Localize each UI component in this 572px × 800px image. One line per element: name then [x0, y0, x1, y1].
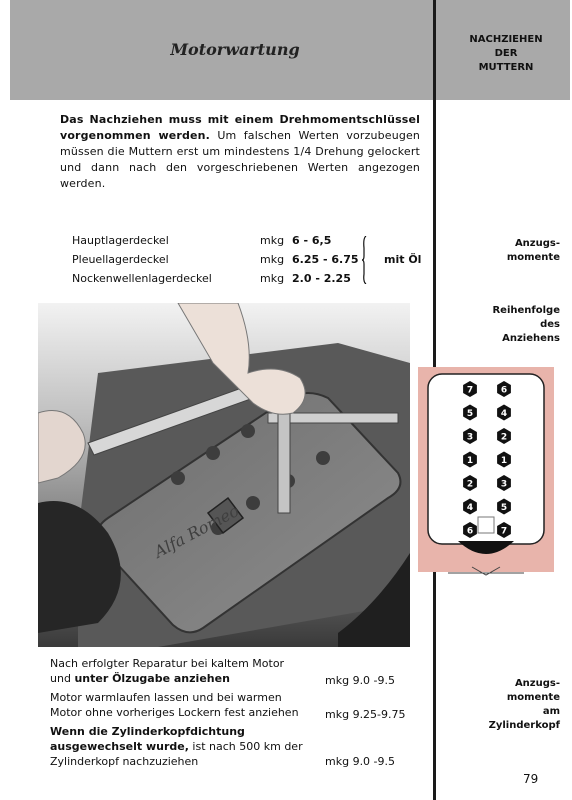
- instruction-1: Nach erfolgter Reparatur bei kaltem Motor und unter Ölzugabe anziehen mkg 9.0 -9.5: [50, 657, 396, 687]
- intro-bold: Das Nachziehen muss mit einem Drehmomentschlüssel vorgenommen werden.: [60, 113, 420, 142]
- intro-paragraph: [60, 112, 420, 192]
- torque-value: 2.0 - 2.25: [292, 272, 351, 285]
- torque-value: 6.25 - 6.75: [292, 253, 359, 266]
- tightening-sequence-diagram: [418, 367, 554, 589]
- nut-order-label: 4: [466, 503, 474, 513]
- nut-order-label: 2: [466, 479, 474, 490]
- torque-name: Nockenwellenlagerdeckel: [72, 272, 212, 285]
- section-heading: NACHZIEHEN DER MUTTERN: [469, 34, 543, 73]
- side-label-zylinderkopf: Anzugs- momente am Zylinderkopf: [488, 678, 560, 731]
- torque-unit: mkg: [260, 253, 285, 266]
- instruction-2-value: mkg 9.25-9.75: [325, 708, 406, 721]
- page-title: Motorwartung: [170, 40, 300, 59]
- instruction-1-value: mkg 9.0 -9.5: [325, 674, 396, 687]
- nut-order-label: 6: [500, 385, 508, 396]
- nut-order-label: 2: [500, 432, 508, 443]
- engine-photo-illustration: [38, 303, 410, 647]
- brace-mark: [362, 236, 368, 284]
- emboss-text: Alfa Romeo: [150, 501, 243, 562]
- with-oil-label: mit Öl: [384, 253, 422, 266]
- nut-order-label: 6: [466, 526, 474, 537]
- torque-value: 6 - 6,5: [292, 234, 332, 247]
- engine-photo: [38, 303, 410, 647]
- torque-name: Pleuellagerdeckel: [72, 253, 169, 266]
- nut-order-label: 7: [466, 385, 474, 396]
- side-label-anzugsmomente: Anzugs- momente: [506, 238, 560, 263]
- nut-order-label: 1: [500, 456, 508, 466]
- nut-order-label: 4: [500, 409, 508, 419]
- spark-gap: [478, 517, 494, 533]
- side-label-reihenfolge: Reihenfolge des Anziehens: [492, 305, 560, 344]
- instruction-3: Wenn die Zylinderkopfdichtung ausgewechselt wurde, ist nach 500 km der Zylinderkopf nachzuziehen mkg 9.0 -9.5: [50, 725, 396, 768]
- nut-order-label: 5: [466, 409, 474, 419]
- nut-order-label: 3: [466, 432, 474, 443]
- torque-name: Hauptlagerdeckel: [72, 234, 169, 247]
- nut-order-label: 1: [466, 456, 474, 466]
- nut-order-label: 7: [500, 526, 508, 537]
- instruction-3-value: mkg 9.0 -9.5: [325, 755, 396, 768]
- intro-text: Um falschen Werten vorzubeugen müssen die Muttern erst um mindestens 1/4 Drehung gelockert und dann nach den vorgeschriebenen Werten angezogen werden.: [60, 129, 420, 190]
- instruction-2: Motor warmlaufen lassen und bei warmen Motor ohne vorheriges Lockern fest anziehen mkg 9.25-9.75: [50, 691, 406, 721]
- torque-unit: mkg: [260, 234, 285, 247]
- nut-order-label: 3: [500, 479, 508, 490]
- page-number: 79: [523, 772, 539, 786]
- torque-unit: mkg: [260, 272, 285, 285]
- nut-order-label: 5: [500, 503, 508, 513]
